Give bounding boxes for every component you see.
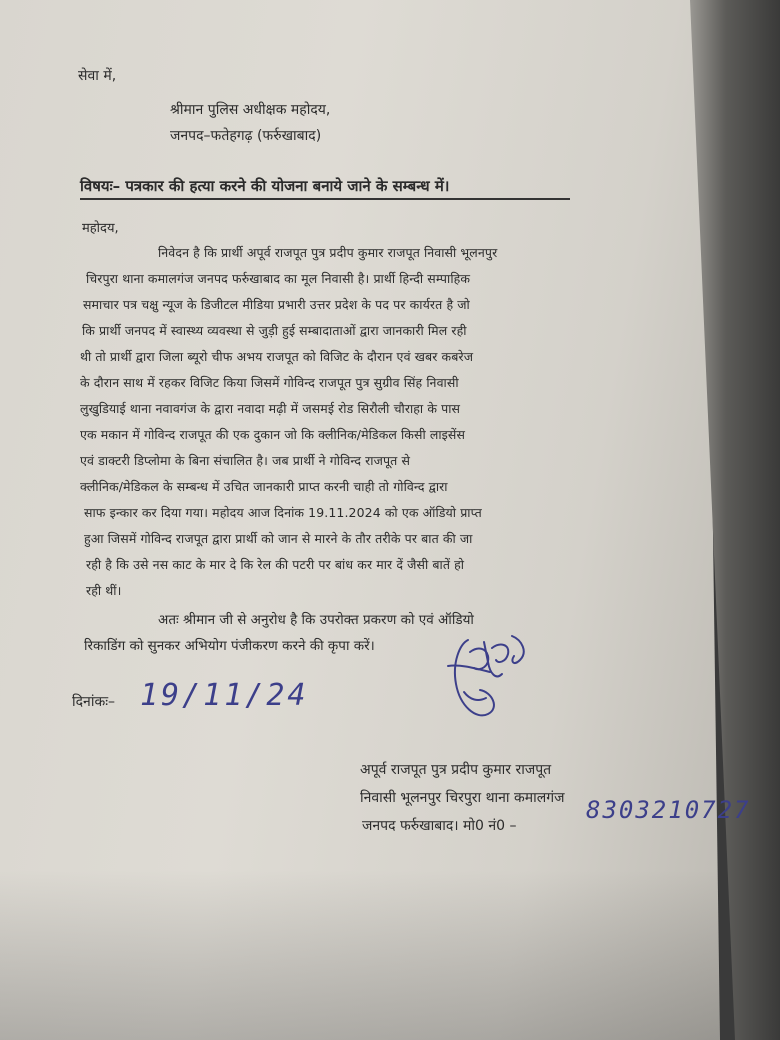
handwritten-date: 19/11/24 (140, 678, 309, 713)
handwritten-phone: 8303210727 (586, 796, 751, 824)
signature-image (430, 622, 540, 732)
body-line-14: रही थीं। (86, 583, 122, 598)
body-line-2: चिरपुरा थाना कमालगंज जनपद फर्रुखाबाद का मूल निवासी है। प्रार्थी हिन्दी सम्पाहिक (86, 271, 471, 286)
body-line-10: क्लीनिक/मेडिकल के सम्बन्ध में उचित जानकारी प्राप्त करनी चाही तो गोविन्द द्वारा (80, 479, 448, 494)
body-line-3: समाचार पत्र चक्षु न्यूज के डिजीटल मीडिया प्रभारी उत्तर प्रदेश के पद पर कार्यरत है जो (83, 297, 470, 312)
date-label: दिनांकः– (72, 694, 116, 710)
subject-underline (80, 198, 570, 200)
request-line-1: अतः श्रीमान जी से अनुरोध है कि उपरोक्त प्रकरण को एवं ऑडियो (158, 612, 474, 628)
salutation-to: सेवा में, (78, 68, 117, 84)
sender-line-1: अपूर्व राजपूत पुत्र प्रदीप कुमार राजपूत (360, 762, 552, 778)
addressee-line-2: जनपद–फतेहगढ़ (फर्रुखाबाद) (170, 128, 322, 144)
sender-line-2: निवासी भूलनपुर चिरपुरा थाना कमालगंज (360, 790, 565, 806)
page-shadow (0, 870, 720, 1040)
body-line-13: रही है कि उसे नस काट के मार दे कि रेल की पटरी पर बांध कर मार दें जैसी बातें हो (86, 557, 465, 572)
request-line-2: रिकाडिंग को सुनकर अभियोग पंजीकरण करने की कृपा करें। (84, 638, 375, 654)
body-line-12: हुआ जिसमें गोविन्द राजपूत द्वारा प्रार्थी को जान से मारने के तौर तरीके पर बात की जा (84, 531, 473, 546)
body-line-5: थी तो प्रार्थी द्वारा जिला ब्यूरो चीफ अभय राजपूत को विजिट के दौरान एवं खबर कबरेज (80, 349, 474, 364)
body-line-6: के दौरान साथ में रहकर विजिट किया जिसमें गोविन्द राजपूत पुत्र सुग्रीव सिंह निवासी (80, 375, 459, 390)
body-line-1: निवेदन है कि प्रार्थी अपूर्व राजपूत पुत्र प्रदीप कुमार राजपूत निवासी भूलनपुर (158, 245, 498, 260)
body-line-7: लुखुडियाई थाना नवावगंज के द्वारा नवादा मढ़ी में जसमई रोड सिरौली चौराहा के पास (80, 401, 461, 416)
subject-line: विषयः– पत्रकार की हत्या करने की योजना बनाये जाने के सम्बन्ध में। (80, 177, 450, 195)
greeting: महोदय, (82, 221, 119, 236)
addressee-line-1: श्रीमान पुलिस अधीक्षक महोदय, (170, 102, 331, 118)
body-line-4: कि प्रार्थी जनपद में स्वास्थ्य व्यवस्था से जुड़ी हुई सम्बादाताओं द्वारा जानकारी मिल रही (82, 323, 467, 338)
body-line-8: एक मकान में गोविन्द राजपूत की एक दुकान जो कि क्लीनिक/मेडिकल किसी लाइसेंस (80, 427, 466, 442)
body-line-9: एवं डाक्टरी डिप्लोमा के बिना संचालित है। जब प्रार्थी ने गोविन्द राजपूत से (80, 453, 411, 468)
sender-line-3: जनपद फर्रुखाबाद। मो0 नं0 – (362, 818, 517, 834)
body-line-11: साफ इन्कार कर दिया गया। महोदय आज दिनांक 19.11.2024 को एक ऑडियो प्राप्त (84, 505, 482, 520)
